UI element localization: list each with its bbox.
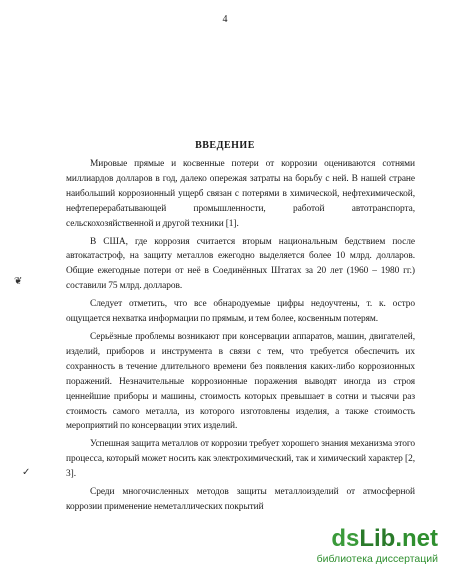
margin-check-icon: ✓ (22, 467, 31, 478)
dslib-logo (310, 525, 438, 553)
dslib-watermark (310, 525, 438, 573)
paragraph-3: Следует отметить, что все обнародуемые цифры недоучтены, т. к. остро ощущается нехватка информации по прямым, и тем более, косвенным потерям. (66, 299, 415, 325)
margin-mark-icon: ❦ (14, 276, 23, 287)
watermark-subtitle: библиотека диссертаций (316, 553, 438, 565)
section-title: ВВЕДЕНИЕ (195, 140, 255, 151)
page-number: 4 (222, 14, 228, 25)
logo-part-net: .net (395, 525, 438, 552)
paragraph-6: Среди многочисленных методов защиты металлоизделий от атмосферной коррозии применение неметаллических покрытий (66, 487, 415, 512)
logo-part-lib: Lib (359, 525, 396, 552)
logo-part-ds: ds (331, 525, 360, 552)
body-text (66, 157, 415, 515)
paragraph-1: Мировые прямые и косвенные потери от коррозии оцениваются сотнями миллиардов долларов в год, далеко опережая затраты на борьбу с ней. В нашей стране наибольший коррозионный ущерб связан с потерями в химической, нефтехимической, нефтеперерабатывающей промышленности, работой автотранспорта, сельскохозяйственной и другой техники [1]. (66, 159, 415, 229)
paragraph-5: Успешная защита металлов от коррозии требует хорошего знания механизма этого процесса, который может носить как электрохимический, так и химический характер [2, 3]. (66, 439, 415, 480)
paragraph-2: В США, где коррозия считается вторым национальным бедствием после автокатастроф, на защиту металлов ежегодно выделяется более 10 млрд. долларов. Общие ежегодные потери от неё в Соединённых Штатах за 20 лет (1960 – 1980 гг.) составили 75 млрд. долларов. (66, 236, 415, 292)
paragraph-4: Серьёзные проблемы возникают при консервации аппаратов, машин, двигателей, изделий, приборов и инструмента в связи с тем, что требуется обеспечить их сохранность в течение длительного времени без появления каких-либо коррозионных поражений. Незначительные коррозионные поражения выводят иногда из строя ценнейшие приборы и машины, стоимость которых превышает в сотни и тысячи раз стоимость самого металла, из которого изготовлены изделия, а также стоимость мероприятий по консервации этих изделий. (66, 331, 415, 432)
